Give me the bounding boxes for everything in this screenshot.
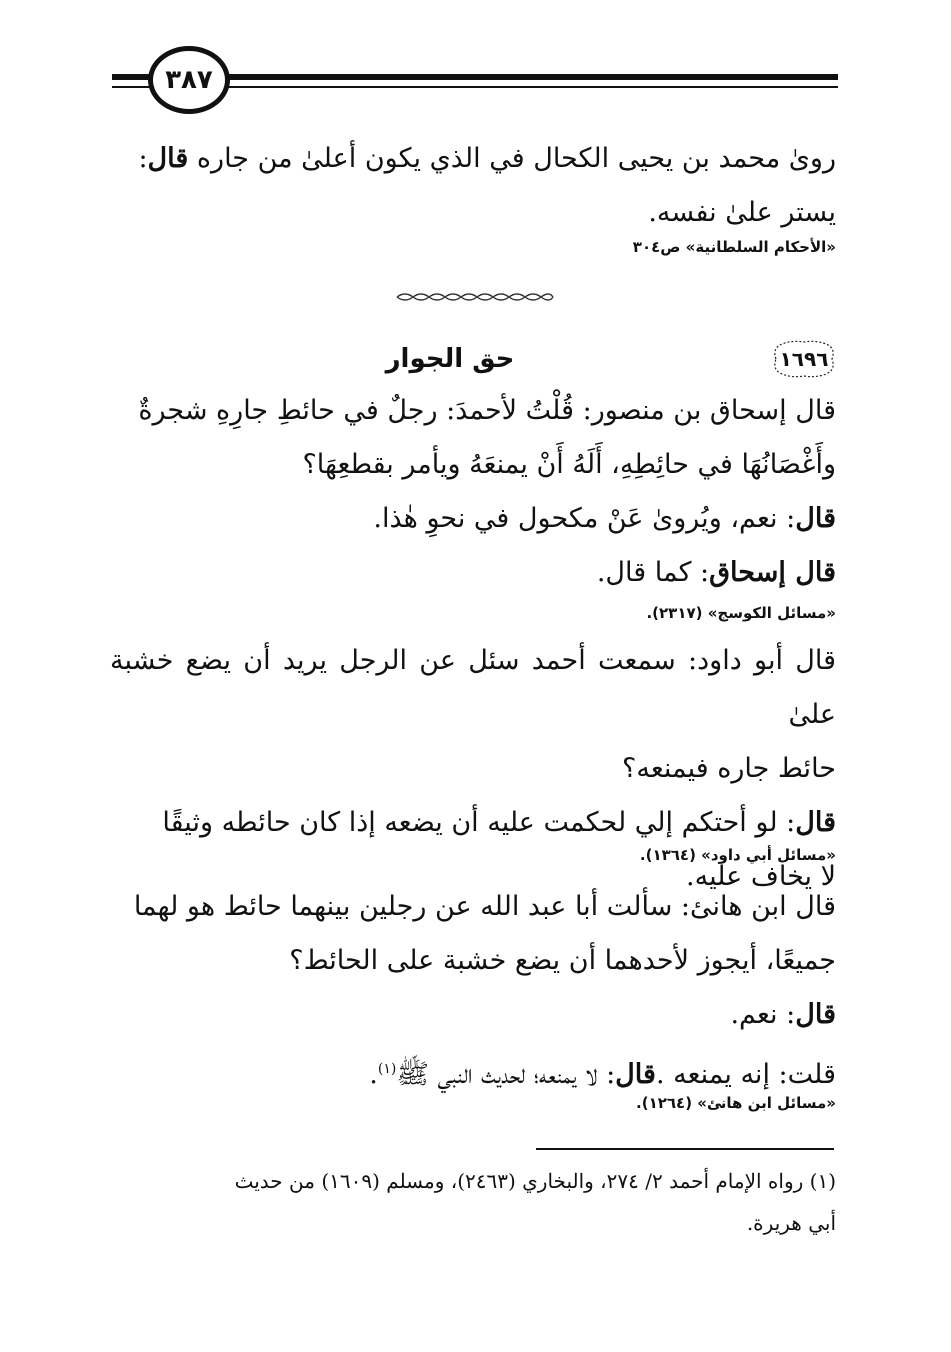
- block3-line2: جميعًا، أيجوز لأحدهما أن يضع خشبة على الحائط؟: [289, 945, 836, 976]
- block1-answer: قال: نعم، ويُروىٰ عَنْ مكحول في نحوِ هٰذا.: [373, 503, 836, 534]
- block3-answer: قال: نعم.: [730, 999, 836, 1030]
- section-number: ١٦٩٦: [779, 347, 829, 371]
- qala-ishaq-label: قال إسحاق: [709, 557, 836, 588]
- block2-answer-line1: قال: لو أحتكم إلي لحكمت عليه أن يضعه إذا كان حائطه وثيقًا: [162, 807, 836, 838]
- qala-label: قال: [147, 143, 189, 174]
- top-paragraph-line2: يستر علىٰ نفسه.: [648, 197, 836, 228]
- footnote-line1: (١) رواه الإمام أحمد ٢/ ٢٧٤، والبخاري (٢٤٦٣)، ومسلم (١٦٠٩) من حديث: [234, 1169, 836, 1193]
- page-number-text: ٣٨٧: [165, 65, 213, 95]
- page-number: [148, 46, 230, 114]
- block1-ishaq: قال إسحاق: كما قال.: [596, 557, 836, 588]
- block-1: [110, 384, 836, 600]
- footnote-ref: (١): [377, 1061, 397, 1077]
- source-citation-4: «مسائل ابن هانئ» (١٢٦٤).: [636, 1094, 836, 1112]
- source-citation-3: «مسائل أبي داود» (١٣٦٤).: [639, 846, 836, 864]
- block2-line2: حائط جاره فيمنعه؟: [622, 753, 836, 784]
- qala-label: قال: [795, 999, 836, 1030]
- qala-label: قال: [795, 807, 836, 838]
- block3-line1: قال ابن هانئ: سألت أبا عبد الله عن رجلين بينهما حائط هو لهما: [133, 891, 836, 922]
- source-citation-1: «الأحكام السلطانية» ص٣٠٤: [632, 238, 836, 256]
- ornament-divider: [395, 290, 555, 304]
- footnote-separator: [536, 1148, 834, 1150]
- block2-line1: قال أبو داود: سمعت أحمد سئل عن الرجل يريد أن يضع خشبة علىٰ: [110, 645, 836, 730]
- block1-line1: قال إسحاق بن منصور: قُلْتُ لأحمدَ: رجلٌ في حائطِ جارِهِ شجرةٌ: [138, 395, 836, 426]
- footnote-line2: أبي هريرة.: [746, 1211, 836, 1235]
- block2-answer-line2: لا يخاف عليه.: [686, 861, 836, 892]
- top-paragraph: [110, 132, 836, 240]
- top-paragraph-line1: روىٰ محمد بن يحيى الكحال في الذي يكون أعلىٰ من جاره قال:: [138, 143, 836, 174]
- qala-label: قال: [615, 1059, 656, 1090]
- section-title: حق الجوار: [385, 344, 515, 374]
- page-header: [112, 44, 838, 114]
- block3-question: قلت: إنه يمنعه .قال: لا يمنعه؛ لحديث النبي ﷺ$^{(١)}$.: [369, 1059, 836, 1090]
- block1-line2: وأَغْصَانُهَا في حائِطِهِ، أَلَهُ أَنْ يمنعَهُ ويأمر بقطعِهَا؟: [302, 449, 836, 480]
- block-3: [110, 880, 836, 1102]
- qala-label: قال: [795, 503, 836, 534]
- source-citation-2: «مسائل الكوسج» (٢٣١٧).: [646, 604, 836, 622]
- section-number-badge: [768, 338, 840, 380]
- footnote: [110, 1160, 836, 1244]
